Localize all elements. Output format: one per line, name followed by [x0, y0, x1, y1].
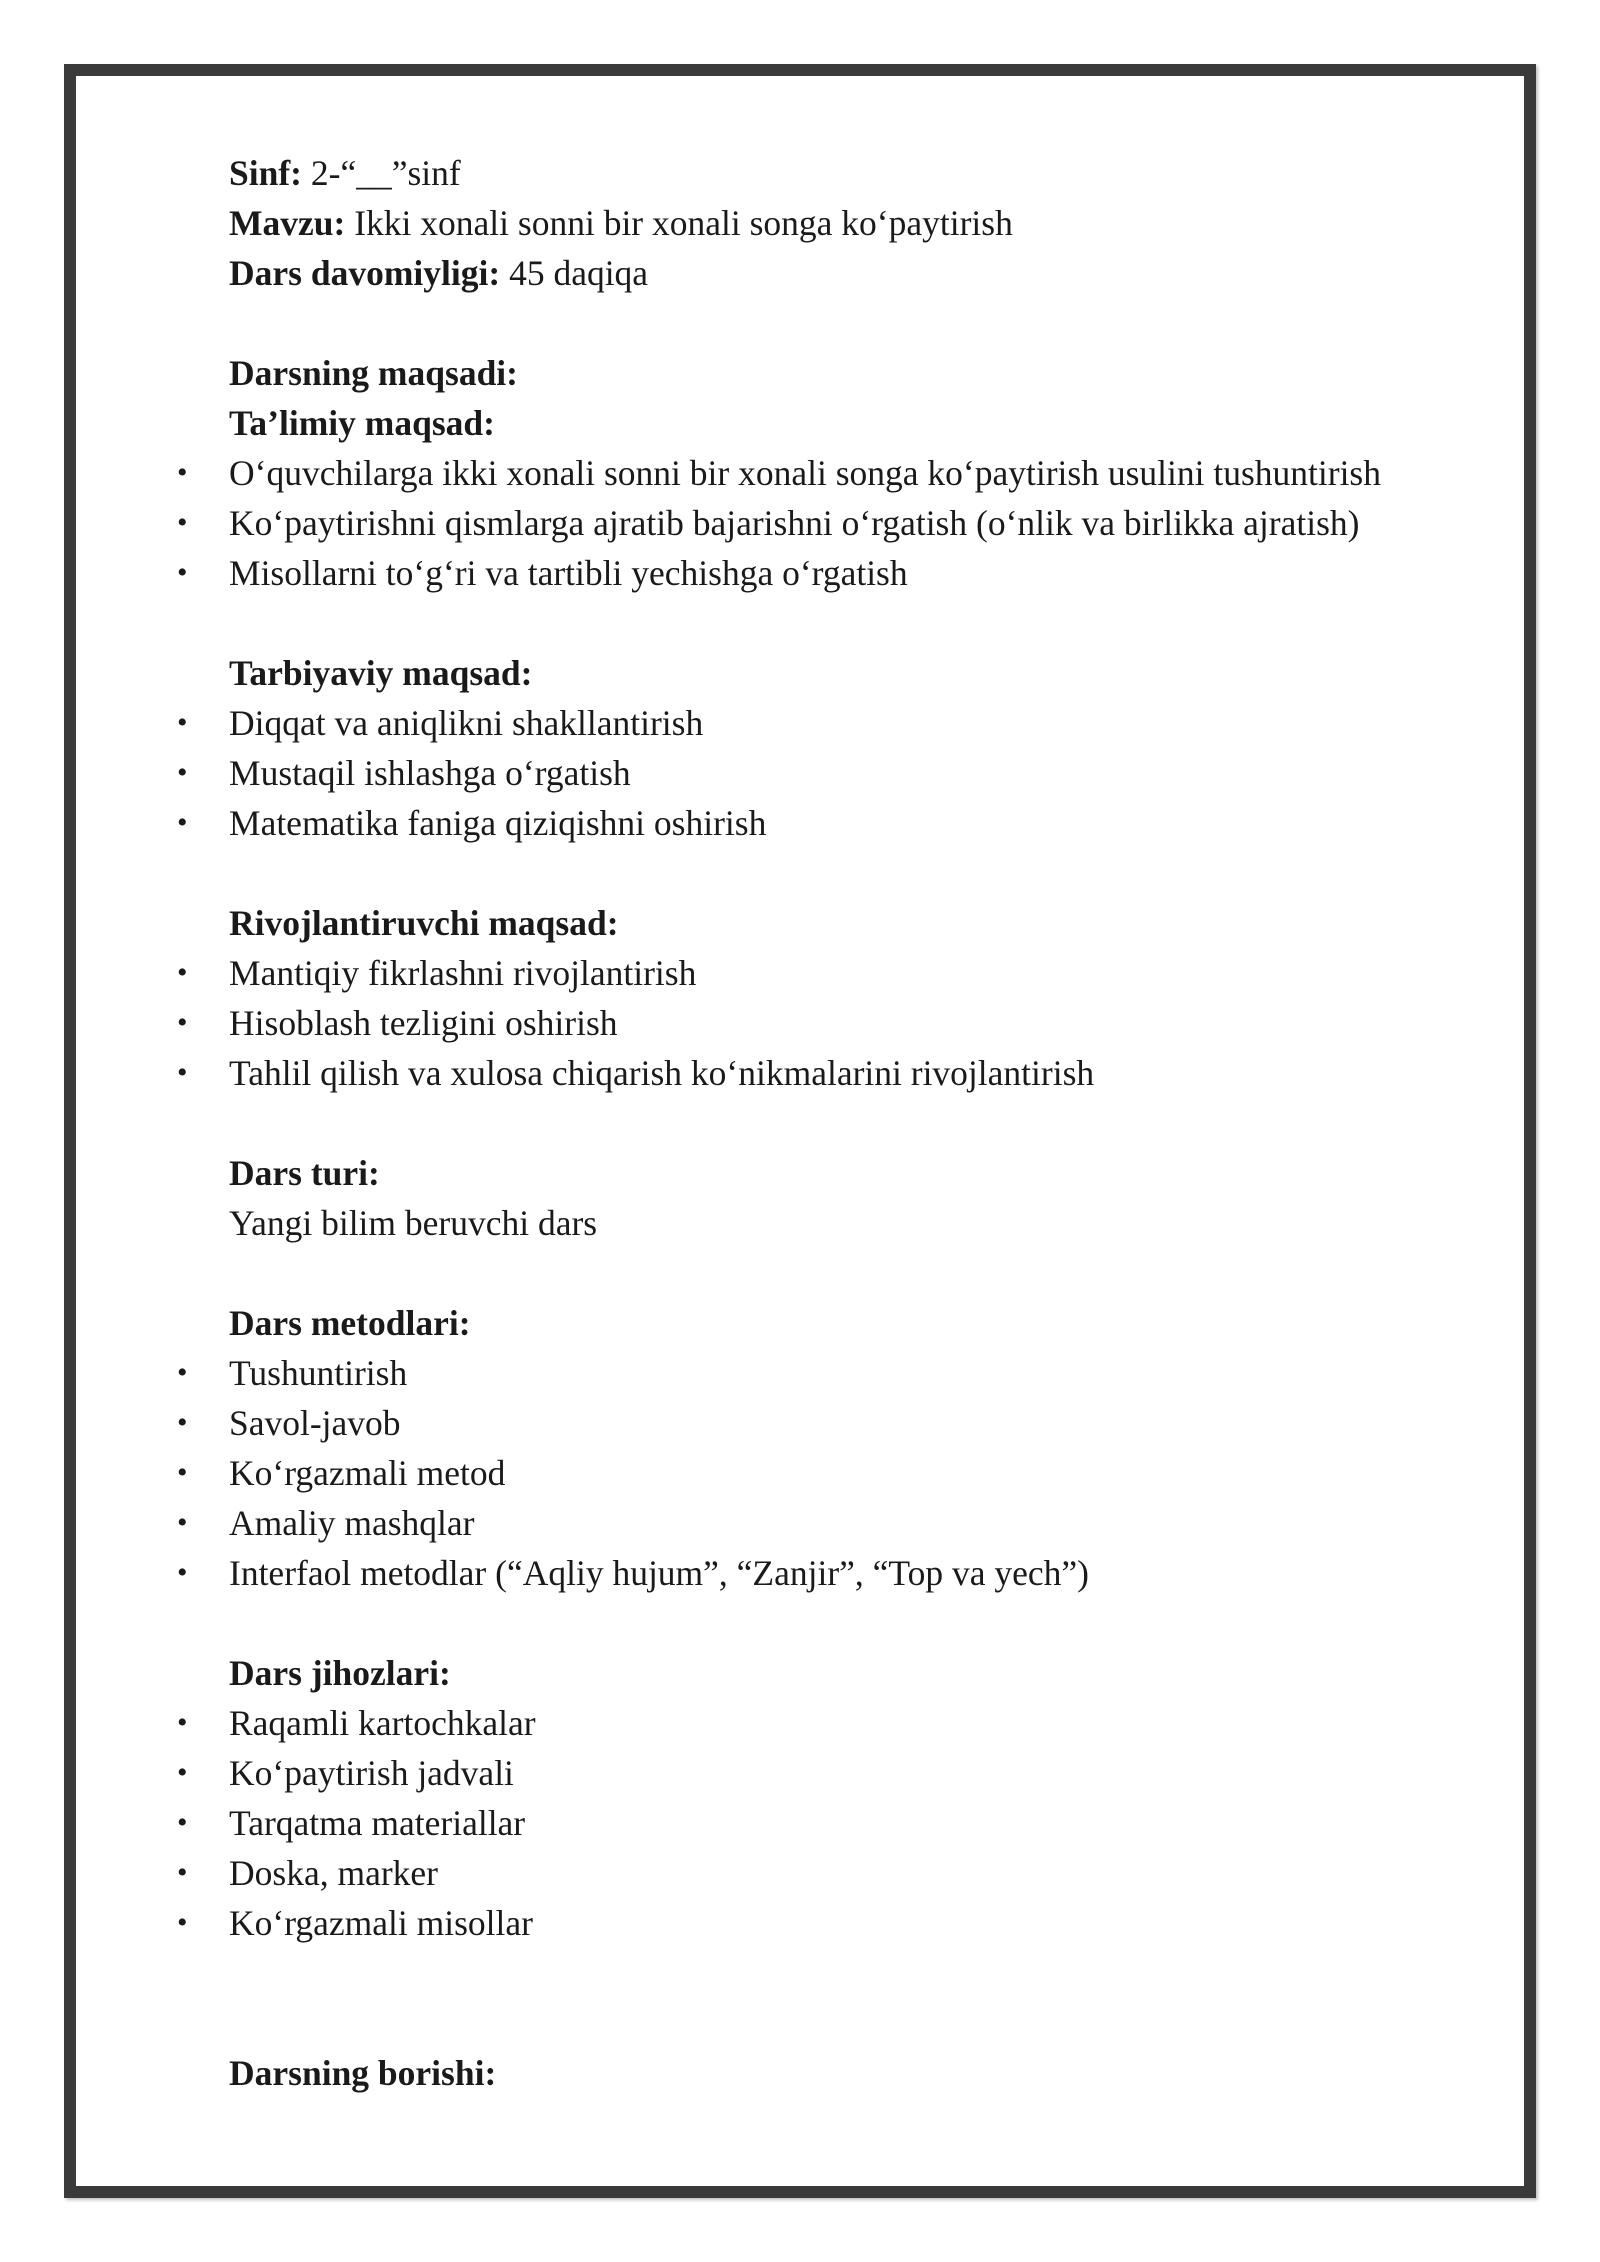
sinf-line: [229, 148, 1529, 198]
list-item: • Ko‘paytirishni qismlarga ajratib bajarishni o‘rgatish (o‘nlik va birlikka ajratish): [229, 498, 1529, 548]
spacer: [229, 848, 1529, 898]
tarbiyaviy-list: [229, 698, 1529, 848]
list-item: • Tushuntirish: [229, 1348, 1529, 1398]
spacer: [229, 1098, 1529, 1148]
talimiy-heading: Ta’limiy maqsad:: [229, 403, 495, 443]
list-item: • Savol-javob: [229, 1398, 1529, 1448]
davomiylik-value: 45 daqiqa: [500, 253, 649, 293]
sinf-value: 2-“__”sinf: [302, 153, 461, 193]
mavzu-label: Mavzu:: [229, 203, 346, 243]
borishi-heading: Darsning borishi:: [229, 2053, 497, 2093]
list-item: • O‘quvchilarga ikki xonali sonni bir xonali songa ko‘paytirish usulini tushuntirish: [229, 448, 1529, 498]
spacer: [229, 1248, 1529, 1298]
list-item: • Interfaol metodlar (“Aqliy hujum”, “Zanjir”, “Top va yech”): [229, 1548, 1529, 1598]
list-item: • Tahlil qilish va xulosa chiqarish ko‘nikmalarini rivojlantirish: [229, 1048, 1529, 1098]
list-item: • Misollarni to‘g‘ri va tartibli yechishga o‘rgatish: [229, 548, 1529, 598]
mavzu-value: Ikki xonali sonni bir xonali songa ko‘paytirish: [345, 203, 1013, 243]
list-item: • Amaliy mashqlar: [229, 1498, 1529, 1548]
jihozlar-list: [229, 1698, 1529, 1948]
dars-turi-heading: Dars turi:: [229, 1153, 380, 1193]
list-item: • Raqamli kartochkalar: [229, 1698, 1529, 1748]
list-item: • Ko‘paytirish jadvali: [229, 1748, 1529, 1798]
mavzu-line: [229, 198, 1529, 248]
list-item: • Mustaqil ishlashga o‘rgatish: [229, 748, 1529, 798]
list-item: • Doska, marker: [229, 1848, 1529, 1898]
davomiylik-line: [229, 248, 1529, 298]
davomiylik-label: Dars davomiyligi:: [229, 253, 501, 293]
list-item: • Tarqatma materiallar: [229, 1798, 1529, 1848]
talimiy-list: [229, 448, 1529, 598]
dars-turi-value: Yangi bilim beruvchi dars: [229, 1203, 598, 1243]
maqsad-heading: Darsning maqsadi:: [229, 353, 518, 393]
jihozlar-heading: Dars jihozlari:: [229, 1653, 451, 1693]
list-item: • Ko‘rgazmali misollar: [229, 1898, 1529, 1948]
metodlar-heading: Dars metodlari:: [229, 1303, 471, 1343]
rivojlantiruvchi-list: [229, 948, 1529, 1098]
metodlar-list: [229, 1348, 1529, 1598]
sinf-label: Sinf:: [229, 153, 302, 193]
spacer: [229, 598, 1529, 648]
list-item: • Ko‘rgazmali metod: [229, 1448, 1529, 1498]
spacer: [229, 1598, 1529, 1648]
spacer: [229, 1948, 1529, 2048]
spacer: [229, 298, 1529, 348]
list-item: • Hisoblash tezligini oshirish: [229, 998, 1529, 1048]
tarbiyaviy-heading: Tarbiyaviy maqsad:: [229, 653, 533, 693]
list-item: • Mantiqiy fikrlashni rivojlantirish: [229, 948, 1529, 998]
rivojlantiruvchi-heading: Rivojlantiruvchi maqsad:: [229, 903, 619, 943]
document-body: [229, 148, 1529, 2098]
list-item: • Matematika faniga qiziqishni oshirish: [229, 798, 1529, 848]
list-item: • Diqqat va aniqlikni shakllantirish: [229, 698, 1529, 748]
